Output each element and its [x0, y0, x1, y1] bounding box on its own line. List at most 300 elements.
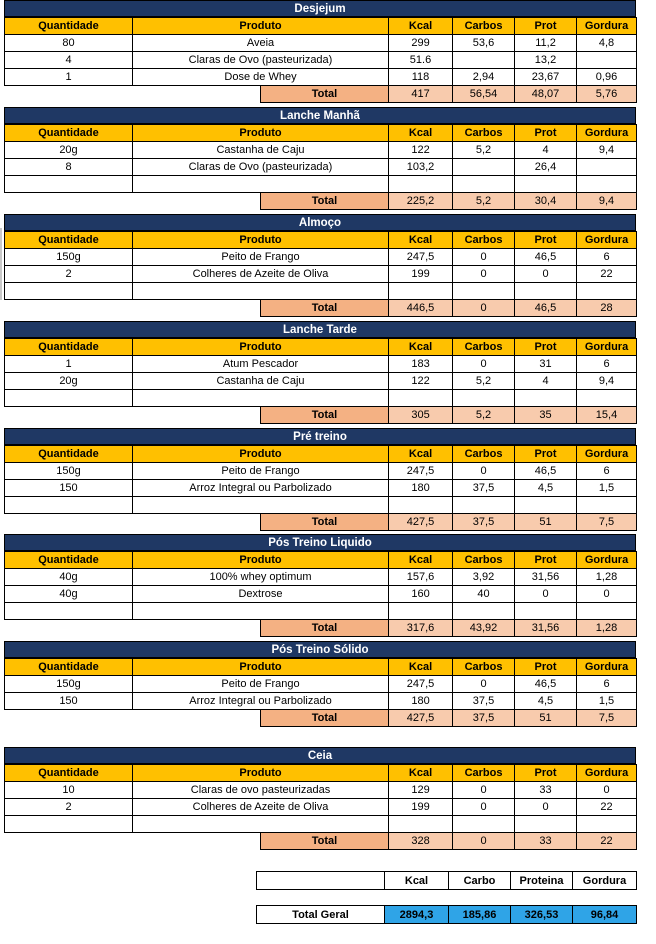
row-gordura	[577, 603, 637, 620]
total-label: Total	[261, 407, 389, 424]
row-prot: 0	[515, 799, 577, 816]
row-carbos: 37,5	[453, 693, 515, 710]
total-kcal: 427,5	[389, 710, 453, 727]
total-gordura: 7,5	[577, 514, 637, 531]
row-carbos: 0	[453, 676, 515, 693]
total-prot: 51	[515, 710, 577, 727]
row-carbos	[453, 603, 515, 620]
row-produto	[133, 283, 389, 300]
total-gordura: 9,4	[577, 193, 637, 210]
row-carbos: 0	[453, 266, 515, 283]
total-prot: 30,4	[515, 193, 577, 210]
total-prot: 48,07	[515, 86, 577, 103]
meal-title: Lanche Tarde	[4, 321, 636, 338]
kcal-header: Kcal	[389, 765, 453, 782]
meal-title: Lanche Manhã	[4, 107, 636, 124]
row-kcal: 247,5	[389, 676, 453, 693]
row-quantidade	[5, 816, 133, 833]
total-carbos: 37,5	[453, 514, 515, 531]
produto-header: Produto	[133, 339, 389, 356]
meal-table	[4, 17, 637, 103]
row-quantidade: 150	[5, 693, 133, 710]
total-row	[5, 407, 637, 424]
gordura-header: Gordura	[577, 125, 637, 142]
total-gordura: 22	[577, 833, 637, 850]
row-gordura	[577, 497, 637, 514]
row-kcal: 180	[389, 693, 453, 710]
row-quantidade: 20g	[5, 373, 133, 390]
total-label: Total	[261, 193, 389, 210]
row-prot: 31,56	[515, 569, 577, 586]
row-carbos: 0	[453, 356, 515, 373]
row-kcal: 247,5	[389, 249, 453, 266]
table-row	[5, 463, 637, 480]
row-quantidade: 150g	[5, 676, 133, 693]
summary-empty-cell	[257, 872, 385, 890]
total-carbos: 43,92	[453, 620, 515, 637]
row-produto	[133, 816, 389, 833]
total-geral-proteina: 326,53	[511, 906, 573, 924]
row-produto: Colheres de Azeite de Oliva	[133, 799, 389, 816]
quantidade-header: Quantidade	[5, 339, 133, 356]
gordura-header: Gordura	[577, 446, 637, 463]
row-produto: Castanha de Caju	[133, 373, 389, 390]
row-gordura	[577, 52, 637, 69]
row-quantidade: 150g	[5, 463, 133, 480]
header-row	[5, 232, 637, 249]
row-produto: Castanha de Caju	[133, 142, 389, 159]
row-kcal: 160	[389, 586, 453, 603]
row-kcal: 122	[389, 142, 453, 159]
table-row	[5, 480, 637, 497]
total-row	[5, 300, 637, 317]
total-row	[5, 833, 637, 850]
row-produto	[133, 176, 389, 193]
row-kcal: 183	[389, 356, 453, 373]
prot-header: Prot	[515, 552, 577, 569]
kcal-header: Kcal	[389, 125, 453, 142]
row-kcal: 180	[389, 480, 453, 497]
total-kcal: 446,5	[389, 300, 453, 317]
row-produto: Arroz Integral ou Parbolizado	[133, 693, 389, 710]
table-row	[5, 693, 637, 710]
prot-header: Prot	[515, 125, 577, 142]
row-prot: 4	[515, 373, 577, 390]
row-gordura: 6	[577, 356, 637, 373]
gordura-header: Gordura	[577, 232, 637, 249]
row-produto: Peito de Frango	[133, 463, 389, 480]
row-prot: 13,2	[515, 52, 577, 69]
row-carbos: 37,5	[453, 480, 515, 497]
summary-gordura-header: Gordura	[573, 872, 637, 890]
row-kcal: 199	[389, 266, 453, 283]
produto-header: Produto	[133, 125, 389, 142]
row-kcal: 247,5	[389, 463, 453, 480]
carbos-header: Carbos	[453, 18, 515, 35]
prot-header: Prot	[515, 232, 577, 249]
row-quantidade: 2	[5, 799, 133, 816]
row-prot: 46,5	[515, 463, 577, 480]
table-row	[5, 799, 637, 816]
row-kcal	[389, 603, 453, 620]
summary-carbo-header: Carbo	[449, 872, 511, 890]
row-prot: 46,5	[515, 249, 577, 266]
total-kcal: 317,6	[389, 620, 453, 637]
row-kcal: 129	[389, 782, 453, 799]
total-kcal: 427,5	[389, 514, 453, 531]
total-spacer	[5, 620, 261, 637]
meal-block	[4, 214, 636, 317]
total-gordura: 7,5	[577, 710, 637, 727]
total-gordura: 15,4	[577, 407, 637, 424]
gordura-header: Gordura	[577, 18, 637, 35]
quantidade-header: Quantidade	[5, 232, 133, 249]
header-row	[5, 765, 637, 782]
row-gordura	[577, 390, 637, 407]
row-produto: Dextrose	[133, 586, 389, 603]
row-gordura: 6	[577, 463, 637, 480]
row-gordura: 22	[577, 799, 637, 816]
row-gordura: 0	[577, 782, 637, 799]
table-row	[5, 159, 637, 176]
row-kcal	[389, 390, 453, 407]
total-spacer	[5, 193, 261, 210]
row-carbos: 0	[453, 463, 515, 480]
row-kcal	[389, 816, 453, 833]
summary-proteina-header: Proteina	[511, 872, 573, 890]
meal-table	[4, 338, 637, 424]
row-produto: Peito de Frango	[133, 249, 389, 266]
row-prot	[515, 603, 577, 620]
total-geral-gordura: 96,84	[573, 906, 637, 924]
total-carbos: 37,5	[453, 710, 515, 727]
produto-header: Produto	[133, 552, 389, 569]
table-row	[5, 356, 637, 373]
kcal-header: Kcal	[389, 659, 453, 676]
row-carbos	[453, 159, 515, 176]
row-quantidade: 2	[5, 266, 133, 283]
prot-header: Prot	[515, 18, 577, 35]
total-row	[5, 86, 637, 103]
total-label: Total	[261, 833, 389, 850]
row-carbos: 0	[453, 782, 515, 799]
row-carbos	[453, 176, 515, 193]
quantidade-header: Quantidade	[5, 659, 133, 676]
row-kcal: 199	[389, 799, 453, 816]
row-quantidade: 1	[5, 356, 133, 373]
total-geral-kcal: 2894,3	[385, 906, 449, 924]
row-carbos: 0	[453, 799, 515, 816]
row-prot: 11,2	[515, 35, 577, 52]
table-row	[5, 176, 637, 193]
row-quantidade: 40g	[5, 586, 133, 603]
row-quantidade: 1	[5, 69, 133, 86]
carbos-header: Carbos	[453, 659, 515, 676]
meal-table	[4, 551, 637, 637]
row-prot: 4,5	[515, 693, 577, 710]
meal-table	[4, 445, 637, 531]
meal-block	[4, 107, 636, 210]
row-kcal: 299	[389, 35, 453, 52]
row-carbos	[453, 283, 515, 300]
gordura-header: Gordura	[577, 765, 637, 782]
prot-header: Prot	[515, 765, 577, 782]
row-produto	[133, 390, 389, 407]
total-kcal: 328	[389, 833, 453, 850]
table-row	[5, 497, 637, 514]
table-row	[5, 52, 637, 69]
gordura-header: Gordura	[577, 659, 637, 676]
table-row	[5, 283, 637, 300]
header-row	[5, 18, 637, 35]
table-row	[5, 142, 637, 159]
row-produto: Aveia	[133, 35, 389, 52]
quantidade-header: Quantidade	[5, 125, 133, 142]
total-spacer	[5, 833, 261, 850]
total-carbos: 0	[453, 833, 515, 850]
row-gordura	[577, 159, 637, 176]
row-gordura: 4,8	[577, 35, 637, 52]
total-spacer	[5, 300, 261, 317]
total-gordura: 1,28	[577, 620, 637, 637]
row-produto: Dose de Whey	[133, 69, 389, 86]
kcal-header: Kcal	[389, 552, 453, 569]
row-quantidade	[5, 497, 133, 514]
total-row	[5, 514, 637, 531]
total-carbos: 5,2	[453, 407, 515, 424]
row-produto: 100% whey optimum	[133, 569, 389, 586]
total-kcal: 225,2	[389, 193, 453, 210]
row-quantidade: 10	[5, 782, 133, 799]
meal-block	[4, 641, 636, 727]
summary-kcal-header: Kcal	[385, 872, 449, 890]
row-kcal: 122	[389, 373, 453, 390]
produto-header: Produto	[133, 765, 389, 782]
row-prot: 26,4	[515, 159, 577, 176]
row-kcal: 157,6	[389, 569, 453, 586]
carbos-header: Carbos	[453, 232, 515, 249]
table-row	[5, 373, 637, 390]
carbos-header: Carbos	[453, 552, 515, 569]
meal-block	[4, 428, 636, 531]
table-row	[5, 266, 637, 283]
prot-header: Prot	[515, 446, 577, 463]
meal-table	[4, 124, 637, 210]
total-carbos: 56,54	[453, 86, 515, 103]
row-gordura: 6	[577, 676, 637, 693]
carbos-header: Carbos	[453, 339, 515, 356]
row-kcal: 103,2	[389, 159, 453, 176]
total-geral-label: Total Geral	[257, 906, 385, 924]
quantidade-header: Quantidade	[5, 765, 133, 782]
row-gordura: 1,5	[577, 480, 637, 497]
meal-block	[4, 747, 636, 850]
table-row	[5, 586, 637, 603]
row-gordura: 1,28	[577, 569, 637, 586]
total-gordura: 5,76	[577, 86, 637, 103]
total-prot: 31,56	[515, 620, 577, 637]
row-produto	[133, 497, 389, 514]
row-carbos: 0	[453, 249, 515, 266]
meal-title: Ceia	[4, 747, 636, 764]
row-carbos	[453, 816, 515, 833]
meal-table	[4, 231, 637, 317]
total-carbos: 5,2	[453, 193, 515, 210]
meal-block	[4, 0, 636, 103]
meal-title: Pós Treino Sólido	[4, 641, 636, 658]
kcal-header: Kcal	[389, 446, 453, 463]
row-carbos	[453, 390, 515, 407]
row-kcal: 51.6	[389, 52, 453, 69]
row-produto: Colheres de Azeite de Oliva	[133, 266, 389, 283]
header-row	[5, 446, 637, 463]
row-carbos: 5,2	[453, 142, 515, 159]
row-gordura	[577, 176, 637, 193]
row-quantidade	[5, 283, 133, 300]
table-row	[5, 816, 637, 833]
total-row	[5, 193, 637, 210]
row-prot: 33	[515, 782, 577, 799]
row-prot	[515, 816, 577, 833]
row-carbos: 3,92	[453, 569, 515, 586]
total-label: Total	[261, 300, 389, 317]
kcal-header: Kcal	[389, 339, 453, 356]
table-row	[5, 35, 637, 52]
row-carbos: 53,6	[453, 35, 515, 52]
row-quantidade: 150	[5, 480, 133, 497]
row-prot: 31	[515, 356, 577, 373]
total-spacer	[5, 86, 261, 103]
meal-title: Pós Treino Liquido	[4, 534, 636, 551]
meal-title: Desjejum	[4, 0, 636, 17]
total-prot: 51	[515, 514, 577, 531]
total-gordura: 28	[577, 300, 637, 317]
row-gordura: 9,4	[577, 142, 637, 159]
total-label: Total	[261, 514, 389, 531]
header-row	[5, 659, 637, 676]
carbos-header: Carbos	[453, 446, 515, 463]
prot-header: Prot	[515, 659, 577, 676]
meal-table	[4, 764, 637, 850]
row-produto: Arroz Integral ou Parbolizado	[133, 480, 389, 497]
row-prot	[515, 497, 577, 514]
gordura-header: Gordura	[577, 552, 637, 569]
row-quantidade: 8	[5, 159, 133, 176]
table-row	[5, 676, 637, 693]
total-kcal: 417	[389, 86, 453, 103]
row-gordura: 0	[577, 586, 637, 603]
row-gordura: 0,96	[577, 69, 637, 86]
total-label: Total	[261, 86, 389, 103]
total-row	[5, 710, 637, 727]
row-prot: 46,5	[515, 676, 577, 693]
total-prot: 35	[515, 407, 577, 424]
row-prot	[515, 176, 577, 193]
header-row	[5, 339, 637, 356]
table-row	[5, 390, 637, 407]
row-carbos: 40	[453, 586, 515, 603]
total-spacer	[5, 710, 261, 727]
row-gordura: 1,5	[577, 693, 637, 710]
total-kcal: 305	[389, 407, 453, 424]
total-prot: 46,5	[515, 300, 577, 317]
produto-header: Produto	[133, 659, 389, 676]
meal-block	[4, 321, 636, 424]
produto-header: Produto	[133, 18, 389, 35]
gordura-header: Gordura	[577, 339, 637, 356]
header-row	[5, 552, 637, 569]
total-row	[5, 620, 637, 637]
carbos-header: Carbos	[453, 765, 515, 782]
total-carbos: 0	[453, 300, 515, 317]
table-row	[5, 782, 637, 799]
row-gordura: 9,4	[577, 373, 637, 390]
total-spacer	[5, 407, 261, 424]
row-quantidade: 150g	[5, 249, 133, 266]
row-prot: 0	[515, 266, 577, 283]
prot-header: Prot	[515, 339, 577, 356]
meal-table	[4, 658, 637, 727]
carbos-header: Carbos	[453, 125, 515, 142]
row-quantidade: 40g	[5, 569, 133, 586]
row-quantidade: 80	[5, 35, 133, 52]
row-quantidade	[5, 390, 133, 407]
row-gordura: 22	[577, 266, 637, 283]
row-prot: 23,67	[515, 69, 577, 86]
total-prot: 33	[515, 833, 577, 850]
meal-title: Almoço	[4, 214, 636, 231]
quantidade-header: Quantidade	[5, 18, 133, 35]
kcal-header: Kcal	[389, 18, 453, 35]
meal-block	[4, 534, 636, 637]
header-row	[5, 125, 637, 142]
row-produto	[133, 603, 389, 620]
row-prot: 4,5	[515, 480, 577, 497]
row-carbos: 5,2	[453, 373, 515, 390]
produto-header: Produto	[133, 232, 389, 249]
row-prot: 0	[515, 586, 577, 603]
row-produto: Claras de Ovo (pasteurizada)	[133, 159, 389, 176]
row-produto: Atum Pescador	[133, 356, 389, 373]
left-margin-marker	[0, 228, 2, 300]
total-spacer	[5, 514, 261, 531]
row-gordura: 6	[577, 249, 637, 266]
row-kcal	[389, 176, 453, 193]
table-row	[5, 569, 637, 586]
produto-header: Produto	[133, 446, 389, 463]
row-kcal: 118	[389, 69, 453, 86]
summary-total-table	[256, 905, 636, 924]
row-carbos: 2,94	[453, 69, 515, 86]
summary-header-table	[256, 871, 636, 890]
row-quantidade: 20g	[5, 142, 133, 159]
row-quantidade	[5, 176, 133, 193]
row-prot: 4	[515, 142, 577, 159]
row-produto: Claras de ovo pasteurizadas	[133, 782, 389, 799]
quantidade-header: Quantidade	[5, 552, 133, 569]
row-carbos	[453, 497, 515, 514]
row-carbos	[453, 52, 515, 69]
quantidade-header: Quantidade	[5, 446, 133, 463]
total-label: Total	[261, 620, 389, 637]
total-label: Total	[261, 710, 389, 727]
row-kcal	[389, 497, 453, 514]
row-gordura	[577, 816, 637, 833]
total-geral-carbo: 185,86	[449, 906, 511, 924]
row-prot	[515, 283, 577, 300]
table-row	[5, 603, 637, 620]
row-produto: Claras de Ovo (pasteurizada)	[133, 52, 389, 69]
